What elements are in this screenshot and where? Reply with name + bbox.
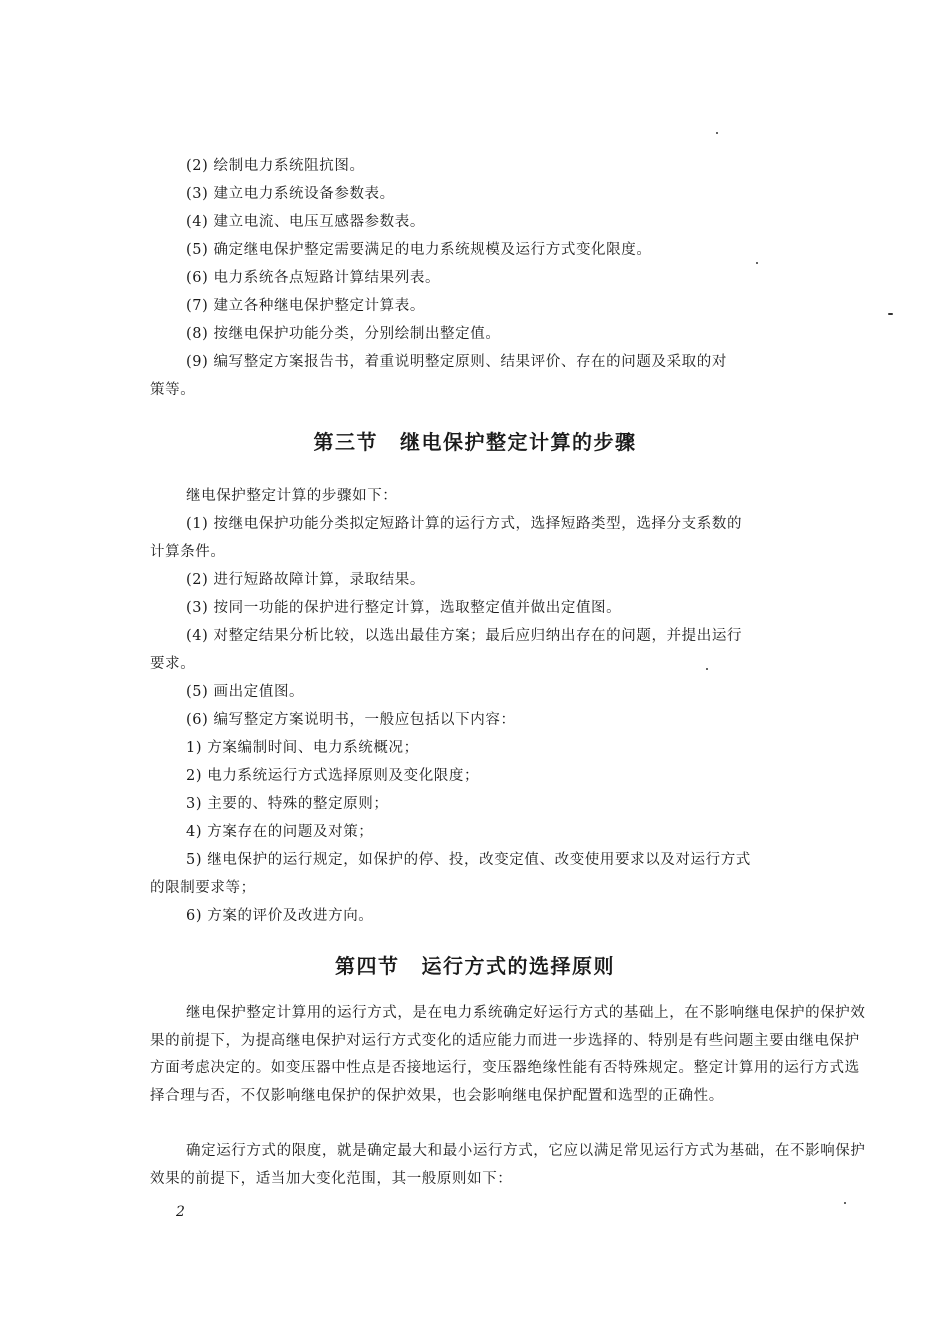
list-item: (5) 确定继电保护整定需要满足的电力系统规模及运行方式变化限度。	[186, 242, 652, 258]
list-item: (3) 按同一功能的保护进行整定计算，选取整定值并做出定值图。	[186, 600, 622, 616]
list-item: (4) 对整定结果分析比较，以选出最佳方案；最后应归纳出存在的问题，并提出运行	[186, 628, 743, 644]
scan-speck	[716, 132, 718, 134]
scan-speck	[844, 1202, 846, 1204]
paragraph: 继电保护整定计算的步骤如下：	[186, 488, 398, 504]
list-item: (5) 画出定值图。	[186, 684, 305, 700]
section-heading	[0, 426, 950, 455]
list-item-continuation: 计算条件。	[150, 544, 226, 560]
sub-item: 6) 方案的评价及改进方向。	[186, 908, 374, 924]
list-item: (2) 进行短路故障计算，录取结果。	[186, 572, 425, 588]
sub-item: 2) 电力系统运行方式选择原则及变化限度；	[186, 768, 480, 784]
list-item: (2) 绘制电力系统阻抗图。	[186, 158, 365, 174]
list-item: (6) 电力系统各点短路计算结果列表。	[186, 270, 441, 286]
paragraph: 继电保护整定计算用的运行方式，是在电力系统确定好运行方式的基础上，在不影响继电保护的保护效果的前提下，为提高继电保护对运行方式变化的适应能力而进一步选择的、特别是有些问题主要由继电保护方面考虑决定的。如变压器中性点是否接地运行，变压器绝缘性能有否特殊规定。整定计算用的运行方式选择合理与否，不仅影响继电保护的保护效果，也会影响继电保护配置和选型的正确性。	[150, 1005, 866, 1104]
list-item: (9) 编写整定方案报告书，着重说明整定原则、结果评价、存在的问题及采取的对	[186, 354, 727, 370]
list-item: (1) 按继电保护功能分类拟定短路计算的运行方式，选择短路类型，选择分支系数的	[186, 516, 743, 532]
list-item-continuation: 要求。	[150, 656, 196, 672]
scan-speck	[756, 262, 758, 264]
list-item: (4) 建立电流、电压互感器参数表。	[186, 214, 425, 230]
list-item-continuation: 策等。	[150, 382, 196, 398]
list-item: (7) 建立各种继电保护整定计算表。	[186, 298, 425, 314]
scan-speck	[888, 313, 893, 315]
section-title: 运行方式的选择原则	[421, 954, 615, 978]
paragraph: 确定运行方式的限度，就是确定最大和最小运行方式，它应以满足常见运行方式为基础，在不影响保护效果的前提下，适当加大变化范围，其一般原则如下：	[150, 1143, 866, 1187]
sub-item-continuation: 的限制要求等；	[150, 880, 256, 896]
section-number: 第三节	[313, 430, 378, 454]
list-item: (8) 按继电保护功能分类，分别绘制出整定值。	[186, 326, 501, 342]
sub-item: 5) 继电保护的运行规定，如保护的停、投，改变定值、改变使用要求以及对运行方式	[186, 852, 751, 868]
list-item: (3) 建立电力系统设备参数表。	[186, 186, 395, 202]
sub-item: 1) 方案编制时间、电力系统概况；	[186, 740, 419, 756]
sub-item: 4) 方案存在的问题及对策；	[186, 824, 374, 840]
section-number: 第四节	[335, 954, 400, 978]
section-heading	[0, 950, 950, 979]
scan-speck	[706, 668, 708, 670]
section-title: 继电保护整定计算的步骤	[400, 430, 637, 454]
page-number: 2	[176, 1204, 185, 1220]
list-item: (6) 编写整定方案说明书，一般应包括以下内容：	[186, 712, 516, 728]
sub-item: 3) 主要的、特殊的整定原则；	[186, 796, 389, 812]
